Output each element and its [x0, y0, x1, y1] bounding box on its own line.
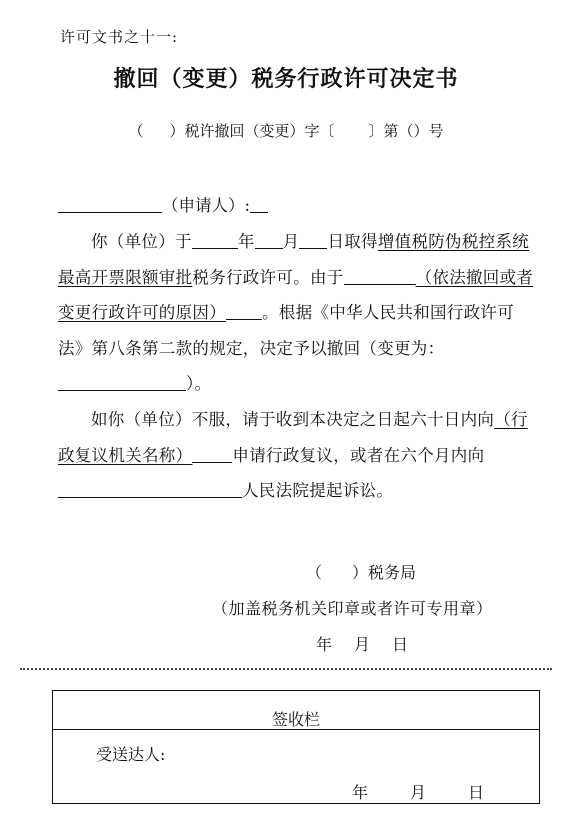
doc-number-part-3: 〕第（）号	[368, 122, 444, 140]
paragraph-text: 你（单位）于	[91, 232, 192, 251]
doc-number-part-2: ）税许撤回（变更）字〔	[169, 122, 335, 140]
recipient-label: 受送达人:	[96, 745, 166, 764]
issuing-bureau	[306, 560, 416, 583]
receipt-date-day: 日	[468, 783, 485, 802]
reason-blank-tail	[226, 299, 262, 320]
year-blank	[192, 228, 238, 249]
applicant-label: （申请人）:	[162, 196, 251, 215]
document-number	[0, 120, 572, 141]
decision-paragraph	[58, 224, 536, 402]
seal-note: （加盖税务机关印章或者许可专用章）	[212, 599, 493, 618]
receipt-date-year: 年	[352, 783, 369, 802]
paragraph-text: ）。	[186, 374, 212, 393]
reason-placeholder: （依法撤回或者变更行政许可的原因）	[58, 267, 534, 322]
permit-item-name: 增值税防伪税控系统最高开票限额审批	[58, 232, 530, 287]
review-agency-placeholder: （行政复议机关名称）	[58, 410, 528, 465]
applicant-trailing-blank	[250, 192, 268, 213]
month-blank	[255, 228, 283, 249]
appeal-paragraph	[58, 402, 536, 509]
date-year: 年	[316, 635, 333, 654]
date-day: 日	[392, 635, 409, 654]
cut-line-divider	[20, 668, 552, 670]
paragraph-text: 申请行政复议，或者在六个月内向	[232, 445, 485, 465]
receipt-date	[352, 780, 526, 803]
receipt-date-month: 月	[410, 783, 427, 802]
receipt-box-header	[53, 691, 539, 730]
change-to-blank	[58, 370, 186, 391]
review-agency-blank	[192, 442, 232, 463]
day-blank	[299, 228, 327, 249]
applicant-line	[58, 192, 268, 216]
paragraph-text: 如你（单位）不服，请于收到本决定之日起六十日内向	[91, 410, 495, 429]
bureau-text: （	[306, 563, 323, 582]
form-label: 许可文书之十一:	[60, 28, 179, 46]
paragraph-text: 日取得	[327, 232, 378, 251]
date-month: 月	[354, 635, 371, 654]
receipt-title: 签收栏	[271, 710, 320, 729]
paragraph-text: 。根据《中华人民共和国行政许可法》第八条第二款的规定，决定予以撤回（变更为：	[58, 303, 514, 358]
reason-blank	[344, 264, 416, 285]
paragraph-text: 月	[282, 232, 300, 251]
page-title: 撤回（变更）税务行政许可决定书	[113, 66, 459, 92]
doc-number-part-1: （	[128, 122, 144, 140]
signature-date	[316, 632, 430, 655]
court-name-blank	[58, 477, 242, 498]
paragraph-text: 年	[237, 232, 255, 251]
paragraph-text: 人民法院提起诉讼。	[242, 481, 394, 500]
bureau-text: ）税务局	[352, 563, 417, 582]
paragraph-text: 税务行政许可。由于	[192, 267, 344, 287]
applicant-name-blank	[58, 192, 162, 213]
